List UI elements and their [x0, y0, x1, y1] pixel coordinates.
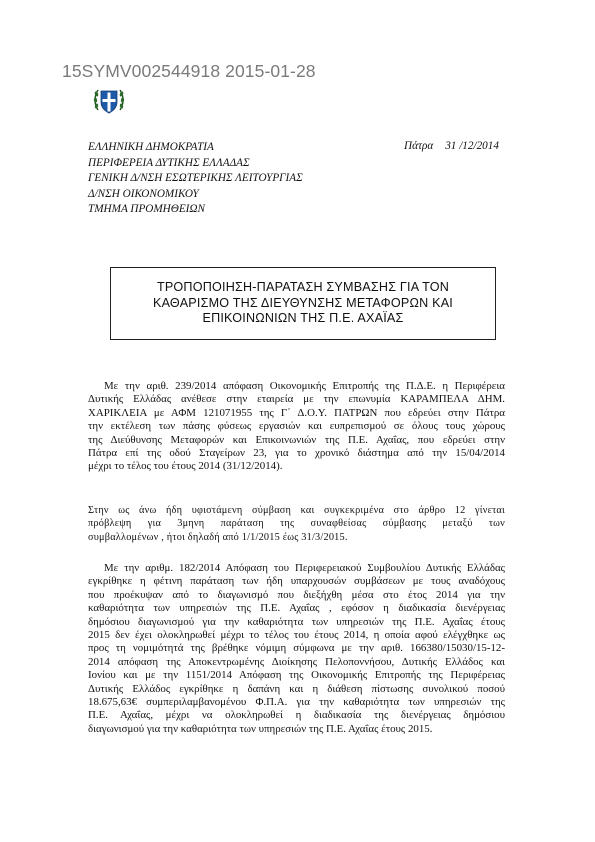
paragraph-extension-approval: [88, 562, 505, 736]
issuing-authority: [88, 140, 303, 218]
paragraph-line: Με την αριθμ. 182/2014 Απόφαση του Περιφερειακού Συμβουλίου Δυτικής Ελλάδας: [104, 562, 505, 574]
place: Πάτρα: [404, 140, 434, 152]
paragraph-line: πρόβλεψη για 3μηνη παράταση της συναφθείσας σύμβασης μεταξύ των: [88, 518, 505, 530]
paragraph-line: συμβαλλομένων , ήτοι δηλαδή από 1/1/2015 έως 31/3/2015.: [88, 531, 348, 543]
document-title-box: [110, 267, 496, 340]
paragraph-line: Δυτικής Ελλάδας ανέθεσε στην εταιρεία με την επωνυμία ΚΑΡΑΜΠΕΛΑ ΔΗΜ.: [88, 393, 505, 406]
header-line: ΓΕΝΙΚΗ Δ/ΝΣΗ ΕΣΩΤΕΡΙΚΗΣ ΛΕΙΤΟΥΡΓΙΑΣ: [88, 172, 303, 184]
paragraph-line: Με την αριθ. 239/2014 απόφαση Οικονομικής Επιτροπής της Π.Δ.Ε. η Περιφέρεια: [104, 380, 505, 392]
greek-coat-of-arms-icon: [92, 84, 126, 118]
header-line: Δ/ΝΣΗ ΟΙΚΟΝΟΜΙΚΟΥ: [88, 187, 199, 200]
title-line: ΚΑΘΑΡΙΣΜΟ ΤΗΣ ΔΙΕΥΘΥΝΣΗΣ ΜΕΤΑΦΟΡΩΝ ΚΑΙ: [152, 295, 453, 310]
paragraph-line: 2014 απόφαση της Αποκεντρωμένης Διοίκησης Πελοποννήσου, Δυτικής Ελλάδος και: [88, 655, 505, 668]
date: 31 /12/2014: [445, 140, 499, 152]
paragraph-line: Π.Ε. Αχαΐας, μέχρι να ολοκληρωθεί η διαδικασία της διενέργειας δημόσιου: [88, 709, 505, 722]
paragraph-line: εγκρίθηκε η φέτινη παράταση των ήδη υπαρχουσών συμβάσεων με τους αναδόχους: [88, 575, 505, 588]
paragraph-line: Στην ως άνω ήδη υφιστάμενη σύμβαση και συγκεκριμένα στο άρθρο 12 γίνεται: [88, 505, 505, 516]
paragraph-line: Δυτικής Ελλάδος εγκρίθηκε η δαπάνη και η διάθεση πίστωσης συνολικού ποσού: [88, 682, 505, 695]
title-line: ΕΠΙΚΟΙΝΩΝΙΩΝ ΤΗΣ Π.Ε. ΑΧΑΪΑΣ: [202, 311, 404, 326]
paragraph-line: Ιονίου και με την 1151/2014 Απόφαση της Οικονομικής Επιτροπής της Περιφέρειας: [88, 669, 505, 682]
paragraph-line: που προέκυψαν από το διαγωνισμό που διεξήχθη μέσα στο έτος 2014 για την: [88, 588, 505, 601]
paragraph-line: μέχρι το τέλος του έτους 2014 (31/12/2014).: [88, 460, 283, 473]
paragraph-line: καθαριότητα των υπηρεσιών της Π.Ε. Αχαΐας , εφόσον η διαδικασία διενέργειας: [88, 602, 505, 615]
paragraph-line: ΧΑΡΙΚΛΕΙΑ με ΑΦΜ 121071955 της Γ΄ Δ.Ο.Υ. ΠΑΤΡΩΝ που εδρεύει στην Πάτρα: [88, 406, 505, 419]
paragraph-line: δημόσιου διαγωνισμού για την καθαριότητα των υπηρεσιών της Π.Ε. Αχαΐας έτους: [88, 615, 505, 628]
header-line: ΕΛΛΗΝΙΚΗ ΔΗΜΟΚΡΑΤΙΑ: [88, 141, 214, 153]
paragraph-extension-clause: [88, 504, 505, 544]
paragraph-line: διαγωνισμού για την καθαριότητα των υπηρεσιών της Π.Ε. Αχαΐας έτους 2015.: [88, 722, 433, 735]
place-date: [404, 140, 499, 152]
paragraph-line: την εκτέλεση των πάσης φύσεως εργασιών και ευπρεπισμού σε όλους τους χώρους: [88, 420, 505, 433]
paragraph-line: προς τη νομιμότητά της βρέθηκε νόμιμη σύμφωνα με την αριθ. 166380/15030/15-12-: [88, 642, 505, 655]
header-line: ΤΜΗΜΑ ΠΡΟΜΗΘΕΙΩΝ: [88, 203, 205, 215]
header-line: ΠΕΡΙΦΕΡΕΙΑ ΔΥΤΙΚΗΣ ΕΛΛΑΔΑΣ: [88, 156, 250, 169]
paragraph-line: 18.675,63€ συμπεριλαμβανομένου Φ.Π.Α. για την καθαριότητα των υπηρεσιών της: [88, 696, 505, 709]
title-line: ΤΡΟΠΟΠΟΙΗΣΗ-ΠΑΡΑΤΑΣΗ ΣΥΜΒΑΣΗΣ ΓΙΑ ΤΟΝ: [156, 280, 450, 295]
paragraph-line: Πάτρα επί της οδού Σταγείρων 23, για το χρονικό διάστημα από την 15/04/2014: [88, 447, 505, 460]
document-stamp: 15SYMV002544918 2015-01-28: [62, 61, 316, 81]
paragraph-line: της Διεύθυνσης Μεταφορών και Επικοινωνιών της Π.Ε. Αχαΐας, που εδρεύει στην: [88, 433, 505, 446]
paragraph-line: 2015 δεν έχει ολοκληρωθεί μέχρι το τέλος του έτους 2014, η οποία αφού ελέγχθηκε ως: [88, 629, 505, 642]
paragraph-contract-award: [88, 380, 505, 474]
